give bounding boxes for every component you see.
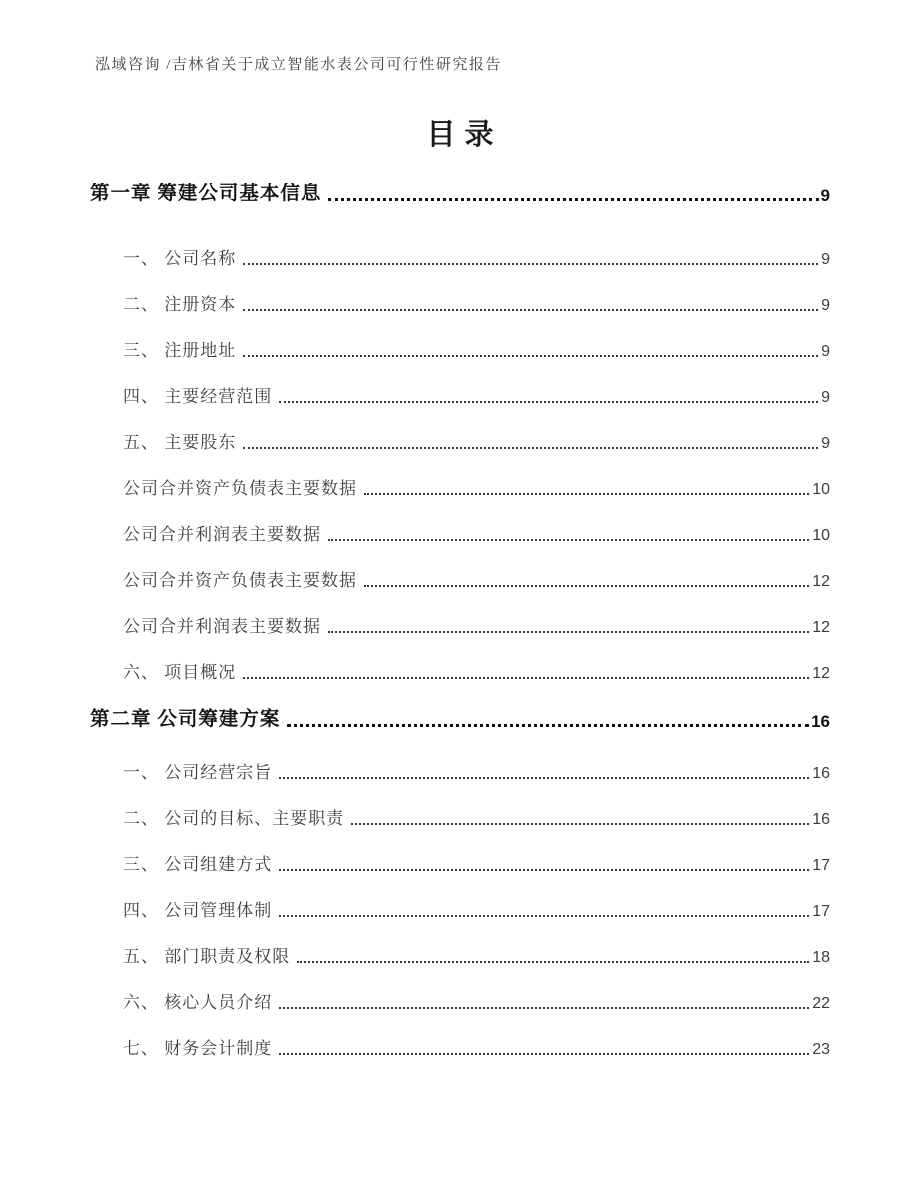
toc-entry-page: 9 — [821, 251, 830, 268]
toc-entry-page: 10 — [812, 527, 830, 544]
dot-leader — [297, 961, 809, 963]
dot-leader — [287, 724, 809, 727]
toc-entry-label: 一、 公司经营宗旨 — [123, 763, 273, 782]
toc-entry-page: 9 — [821, 343, 830, 360]
toc-entry-label: 公司合并利润表主要数据 — [123, 617, 321, 636]
toc-item-entry[interactable] — [90, 993, 830, 1013]
toc-entry-label: 公司合并利润表主要数据 — [123, 525, 321, 544]
dot-leader — [351, 823, 809, 825]
toc-entry-page: 9 — [820, 186, 830, 205]
toc-entry-label: 五、 主要股东 — [123, 433, 237, 452]
dot-leader — [328, 631, 809, 633]
dot-leader — [364, 493, 809, 495]
toc-item-entry[interactable] — [90, 901, 830, 921]
toc-item-entry[interactable] — [90, 617, 830, 637]
dot-leader — [279, 869, 809, 871]
toc-chapter-entry[interactable] — [90, 183, 830, 205]
toc-entry-page: 16 — [812, 811, 830, 828]
toc-entry-label: 五、 部门职责及权限 — [123, 947, 291, 966]
toc-entry-label: 一、 公司名称 — [123, 249, 237, 268]
toc-entry-page: 12 — [812, 573, 830, 590]
document-header — [90, 56, 830, 74]
dot-leader — [243, 263, 818, 265]
toc-item-entry[interactable] — [90, 433, 830, 453]
dot-leader — [243, 355, 818, 357]
header-text: 泓域咨询 /吉林省关于成立智能水表公司可行性研究报告 — [95, 57, 502, 73]
toc-entry-page: 23 — [812, 1041, 830, 1058]
toc-entry-page: 9 — [821, 389, 830, 406]
toc-item-entry[interactable] — [90, 571, 830, 591]
toc-entry-page: 16 — [812, 765, 830, 782]
table-of-contents — [90, 183, 830, 1085]
toc-item-entry[interactable] — [90, 249, 830, 269]
toc-entry-page: 16 — [811, 712, 830, 731]
toc-item-entry[interactable] — [90, 663, 830, 683]
toc-entry-page: 12 — [812, 665, 830, 682]
toc-item-entry[interactable] — [90, 341, 830, 361]
dot-leader — [243, 309, 818, 311]
toc-entry-page: 18 — [812, 949, 830, 966]
toc-entry-label: 四、 主要经营范围 — [123, 387, 273, 406]
dot-leader — [279, 1007, 809, 1009]
toc-entry-label: 公司合并资产负债表主要数据 — [123, 571, 357, 590]
toc-item-entry[interactable] — [90, 525, 830, 545]
toc-entry-label: 二、 注册资本 — [123, 295, 237, 314]
toc-entry-label: 三、 注册地址 — [123, 341, 237, 360]
dot-leader — [328, 539, 809, 541]
toc-item-entry[interactable] — [90, 763, 830, 783]
toc-entry-label: 七、 财务会计制度 — [123, 1039, 273, 1058]
toc-item-entry[interactable] — [90, 947, 830, 967]
toc-entry-label: 四、 公司管理体制 — [123, 901, 273, 920]
toc-entry-page: 22 — [812, 995, 830, 1012]
toc-entry-page: 12 — [812, 619, 830, 636]
dot-leader — [328, 198, 818, 201]
toc-entry-label: 第二章 公司筹建方案 — [90, 709, 281, 730]
dot-leader — [279, 401, 818, 403]
toc-entry-page: 9 — [821, 297, 830, 314]
toc-entry-page: 17 — [812, 857, 830, 874]
toc-entry-label: 第一章 筹建公司基本信息 — [90, 183, 322, 204]
dot-leader — [364, 585, 809, 587]
dot-leader — [279, 777, 809, 779]
toc-entry-label: 二、 公司的目标、主要职责 — [123, 809, 345, 828]
dot-leader — [279, 1053, 809, 1055]
toc-item-entry[interactable] — [90, 387, 830, 407]
toc-entry-page: 9 — [821, 435, 830, 452]
toc-entry-page: 17 — [812, 903, 830, 920]
toc-entry-label: 公司合并资产负债表主要数据 — [123, 479, 357, 498]
toc-entry-label: 三、 公司组建方式 — [123, 855, 273, 874]
dot-leader — [279, 915, 809, 917]
toc-entry-label: 六、 核心人员介绍 — [123, 993, 273, 1012]
toc-item-entry[interactable] — [90, 1039, 830, 1059]
toc-item-entry[interactable] — [90, 809, 830, 829]
toc-item-entry[interactable] — [90, 295, 830, 315]
toc-entry-label: 六、 项目概况 — [123, 663, 237, 682]
dot-leader — [243, 447, 818, 449]
page-title: 目录 — [426, 119, 503, 151]
dot-leader — [243, 677, 809, 679]
toc-item-entry[interactable] — [90, 855, 830, 875]
toc-entry-page: 10 — [812, 481, 830, 498]
toc-chapter-entry[interactable] — [90, 709, 830, 731]
toc-item-entry[interactable] — [90, 479, 830, 499]
